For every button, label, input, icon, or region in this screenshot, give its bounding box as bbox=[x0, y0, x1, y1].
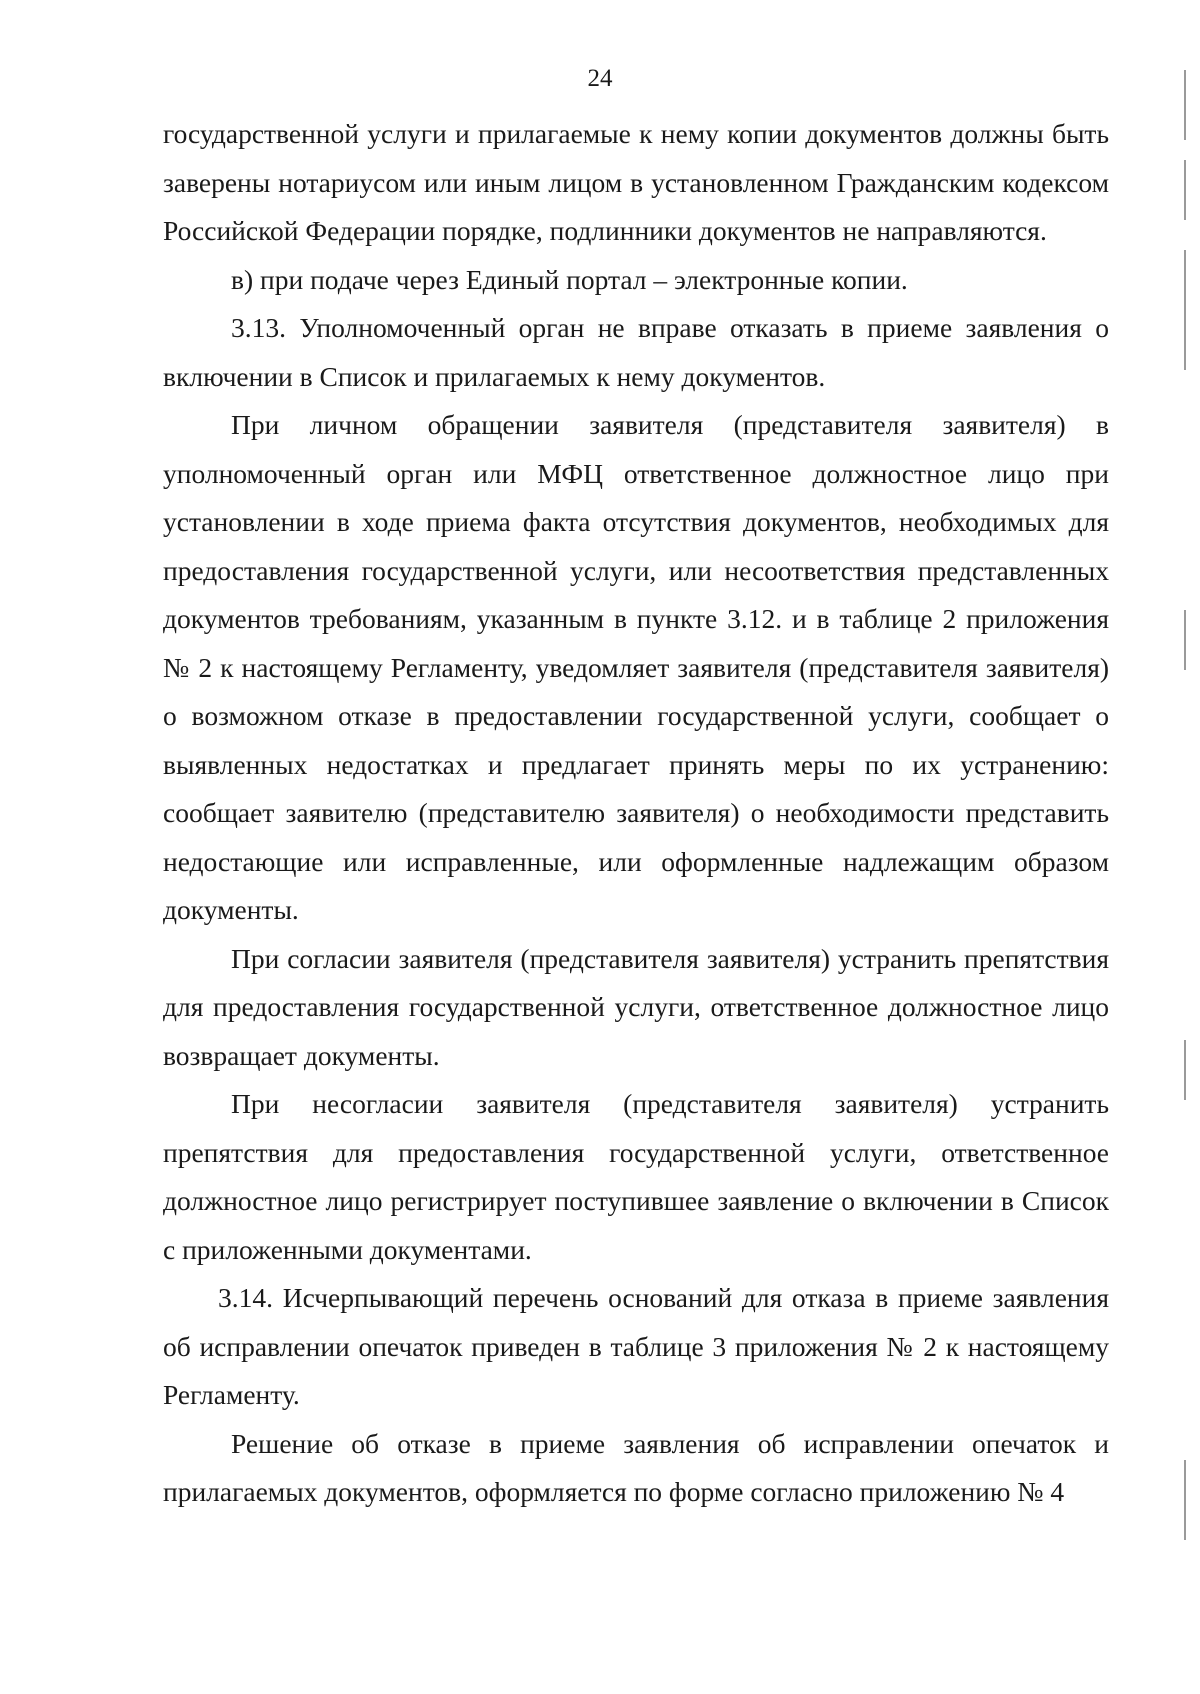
paragraph-3-13: 3.13. Уполномоченный орган не вправе отказать в приеме заявления о включении в Список и прилагаемых к нему документов. bbox=[163, 312, 1109, 392]
page-number: 24 bbox=[587, 65, 613, 92]
scan-mark bbox=[1184, 1460, 1186, 1540]
scan-mark bbox=[1184, 250, 1186, 370]
paragraph-continuation: государственной услуги и прилагаемые к нему копии документов должны быть заверены нотариусом или иным лицом в установленном Гражданским кодексом Российской Федерации порядке, подлинники документов не направляются. bbox=[163, 118, 1109, 246]
scan-mark bbox=[1184, 1040, 1186, 1100]
document-body bbox=[163, 110, 1109, 1517]
scan-mark bbox=[1184, 160, 1186, 220]
paragraph-consent: При согласии заявителя (представителя заявителя) устранить препятствия для предоставления государственной услуги, ответственное должностное лицо возвращает документы. bbox=[163, 942, 1109, 1071]
paragraph-item-v: в) при подаче через Единый портал – электронные копии. bbox=[231, 263, 908, 295]
paragraph-disagreement: При несогласии заявителя (представителя заявителя) устранить препятствия для предоставления государственной услуги, ответственное должностное лицо регистрирует поступившее заявление о включении в Список с приложенными документами. bbox=[163, 1088, 1109, 1265]
scan-mark bbox=[1184, 70, 1186, 140]
scan-mark bbox=[1184, 610, 1186, 670]
paragraph-personal-appeal: При личном обращении заявителя (представителя заявителя) в уполномоченный орган или МФЦ ответственное должностное лицо при установлении в ходе приема факта отсутствия документов, необходимых для предоставления государственной услуги, или несоответствия представленных документов требованиям, указанным в пункте 3.12. и в таблице 2 приложения № 2 к настоящему Регламенту, уведомляет заявителя (представителя заявителя) о возможном отказе в предоставлении государственной услуги, сообщает о выявленных недостатках и предлагает принять меры по их устранению: сообщает заявителю (представителю заявителя) о необходимости представить недостающие или исправленные, или оформленные надлежащим образом документы. bbox=[163, 409, 1109, 925]
paragraph-refusal-decision: Решение об отказе в приеме заявления об исправлении опечаток и прилагаемых документов, оформляется по форме согласно приложению № 4 bbox=[163, 1427, 1109, 1507]
paragraph-3-14: 3.14. Исчерпывающий перечень оснований для отказа в приеме заявления об исправлении опечаток приведен в таблице 3 приложения № 2 к настоящему Регламенту. bbox=[163, 1282, 1109, 1410]
